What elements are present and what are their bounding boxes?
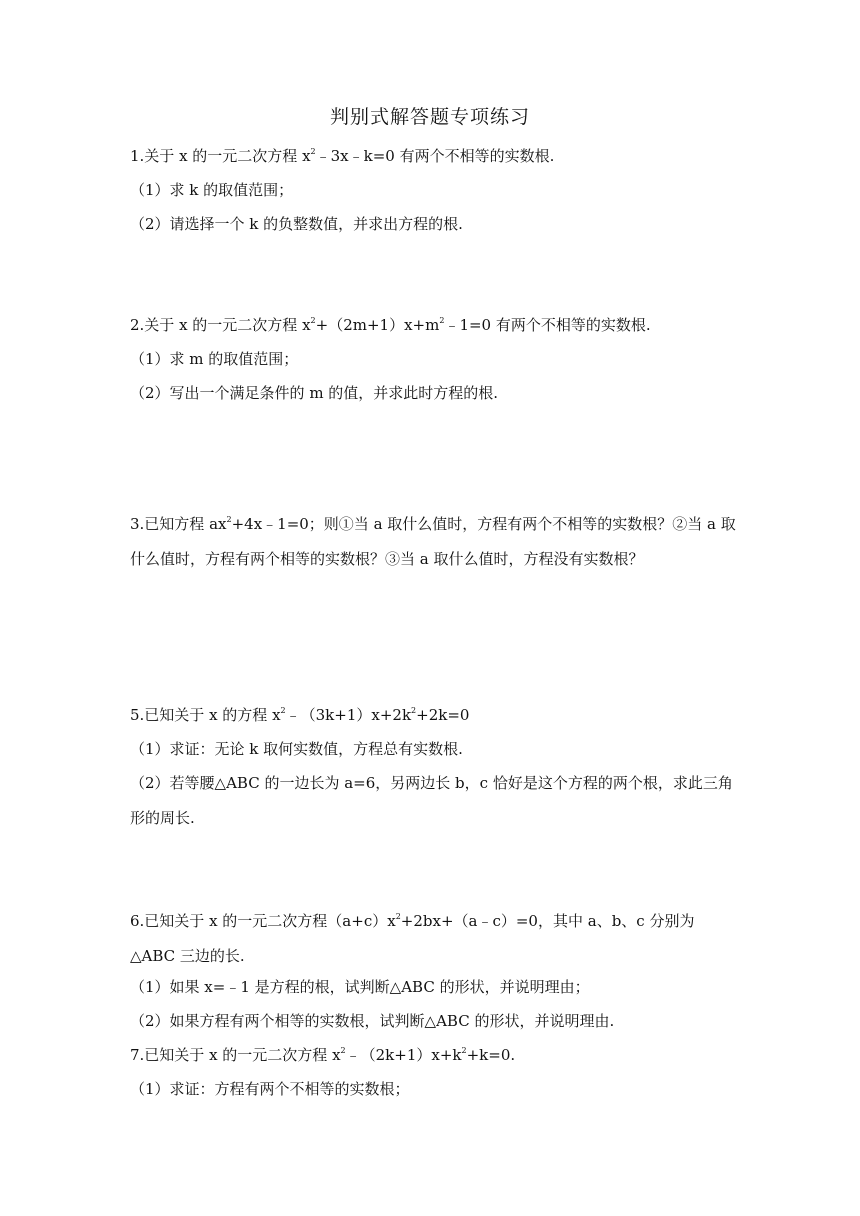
question-1-part-1: （1）求 k 的取值范围； [130,181,294,199]
question-1-part-2: （2）请选择一个 k 的负整数值，并求出方程的根. [130,215,463,233]
question-6-stem: 6.已知关于 x 的一元二次方程$(a+c)x^2+2bx+(a﹣c)=0$，其中 a、b、c 分别为△ABC 三边的长. [130,912,695,965]
question-6-part-2: （2）如果方程有两个相等的实数根，试判断△ABC 的形状，并说明理由. [130,1012,615,1030]
question-3-stem: 3.已知方程 $ax^2+4x﹣1=0$；则①当 a 取什么值时，方程有两个不相等的实数根？②当 a 取什么值时，方程有两个相等的实数根？③当 a 取什么值时，方程没有实数根？ [130,515,736,568]
question-6-part-1: （1）如果 x=﹣1 是方程的根，试判断△ABC 的形状，并说明理由； [130,978,590,996]
question-1-stem: 1.关于 x 的一元二次方程 $x^2﹣3x﹣k=0$ 有两个不相等的实数根. [130,147,555,165]
question-2-stem: 2.关于 x 的一元二次方程 $x^2+(2m+1)x+m^2﹣1=0$ 有两个不相等的实数根. [130,316,651,334]
question-5-stem: 5.已知关于 x 的方程 $x^2﹣(3k+1)x+2k^2+2k=0$ [130,706,470,724]
question-5-part-2: （2）若等腰△ABC 的一边长为 a=6，另两边长 b，c 恰好是这个方程的两个根，求此三角形的周长. [130,774,733,827]
question-5-part-1: （1）求证：无论 k 取何实数值，方程总有实数根. [130,740,463,758]
question-7-part-1: （1）求证：方程有两个不相等的实数根； [130,1080,410,1098]
page-title: 判别式解答题专项练习 [329,106,530,128]
question-2-part-2: （2）写出一个满足条件的 m 的值，并求此时方程的根. [130,384,499,402]
question-2-part-1: （1）求 m 的取值范围； [130,350,299,368]
question-7-stem: 7.已知关于 x 的一元二次方程 $x^2﹣(2k+1)x+k^2+k=0$. [130,1046,516,1064]
